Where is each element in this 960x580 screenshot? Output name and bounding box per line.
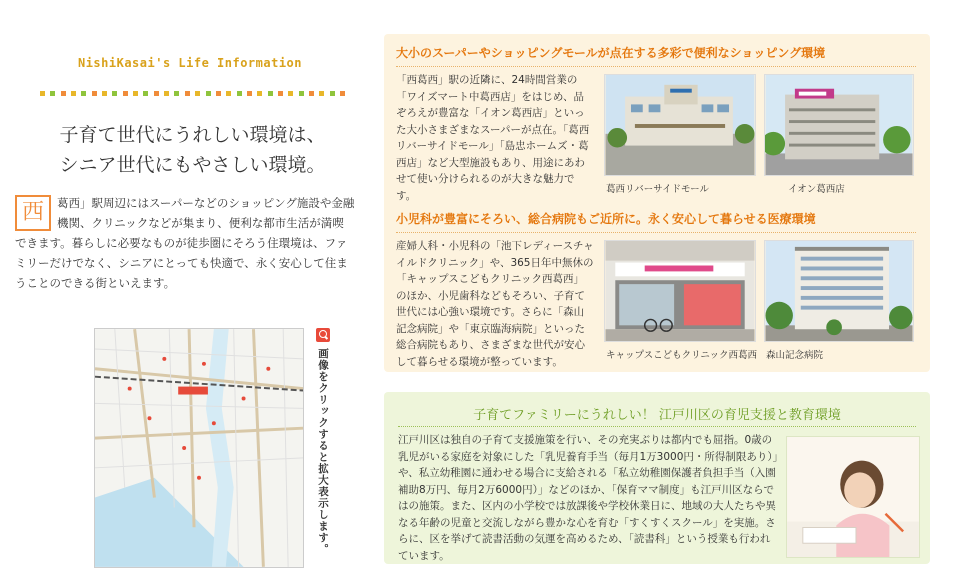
catch-line-2: シニア世代にもやさしい環境。: [59, 154, 326, 176]
aeon-caption: イオン葛西店: [788, 184, 845, 195]
area-map[interactable]: [94, 328, 304, 568]
medical-divider: [396, 232, 916, 233]
childcare-divider: [398, 426, 916, 427]
shopping-text: 「西葛西」駅の近隣に、24時間営業の「ワイズマート中葛西店」をはじめ、品ぞろえが豊富な「イオン葛西店」といった大小さまざまなスーパーが点在。「葛西リバーサイドモール」「島忠ホームズ・葛西店」など大型施設もあり、用途にあわせて使い分けられるのが大きな魅力です。: [396, 74, 590, 202]
childcare-title: 子育てファミリーにうれしい！ 江戸川区の育児支援と教育環境: [473, 408, 841, 423]
intro-paragraph: [15, 193, 355, 293]
zoom-icon[interactable]: [316, 328, 330, 342]
moriyama-hospital-caption: 森山記念病院: [766, 350, 824, 361]
caps-clinic-caption: キャップスこどもクリニック西葛西: [606, 350, 758, 361]
childcare-panel: [384, 392, 930, 564]
caps-clinic-photo[interactable]: [604, 240, 756, 342]
medical-text: 産婦人科・小児科の「池下レディースチャイルドクリニック」や、365日年中無休の「キャップスこどもクリニック西葛西」のほか、小児歯科などもそろい、子育て世代には心強い環境です。さらに「森山記念病院」や「東京臨海病院」といった総合病院もあり、さまざまな世代が安心して暮らせる環境が整っています。: [396, 240, 594, 368]
shopping-title: 大小のスーパーやショッピングモールが点在する多彩で便利なショッピング環境: [396, 46, 826, 60]
map-note-text: 画像をクリックすると拡大表示します。: [317, 348, 329, 555]
riverside-mall-photo[interactable]: [604, 74, 756, 176]
child-reading-photo[interactable]: [786, 436, 920, 558]
map-note: [316, 328, 348, 568]
english-header: NishiKasai's Life Information: [77, 56, 302, 70]
moriyama-hospital-photo[interactable]: [764, 240, 914, 342]
catch-copy: [40, 120, 345, 180]
left-column: [0, 0, 380, 580]
drop-cap: 西: [15, 195, 51, 231]
catch-line-1: 子育て世代にうれしい環境は、: [59, 124, 326, 146]
intro-text: 葛西」駅周辺にはスーパーなどのショッピング施設や金融機関、クリニックなどが集まり、便利な都市生活が満喫できます。暮らしに必要なものが徒歩圏にそろう住環境は、ファミリーだけでなく、シニアにとっても快適で、永く安心して住まうことのできる街といえます。: [15, 196, 355, 290]
childcare-text: 江戸川区は独自の子育て支援施策を行い、その充実ぶりは都内でも屈指。0歳の乳児がいる家庭を対象にした「乳児養育手当（毎月1万3000円・所得制限あり）」や、私立幼稚園に通わせる場合に支給される「私立幼稚園保護者負担手当（入園補助8万円、毎月2万6000円）」などのほか、「保育ママ制度」も江戸川区ならではの施策。また、区内の小学校では放課後や学校休業日に、地域の大人たちや異なる年齢の児童と交流しながら豊かな心を育む「すくすくスクール」を実施。さらに、区を挙げて読書活動の気運を高めるため、「読書科」という授業も行われています。: [398, 434, 778, 562]
map-graphic: [95, 329, 303, 567]
dotted-divider: [40, 91, 345, 96]
riverside-mall-caption: 葛西リバーサイドモール: [606, 184, 709, 195]
aeon-photo[interactable]: [764, 74, 914, 176]
medical-title: 小児科が豊富にそろい、総合病院もご近所に。永く安心して暮らせる医療環境: [396, 212, 816, 226]
shopping-divider: [396, 66, 916, 67]
shopping-medical-panel: [384, 34, 930, 372]
